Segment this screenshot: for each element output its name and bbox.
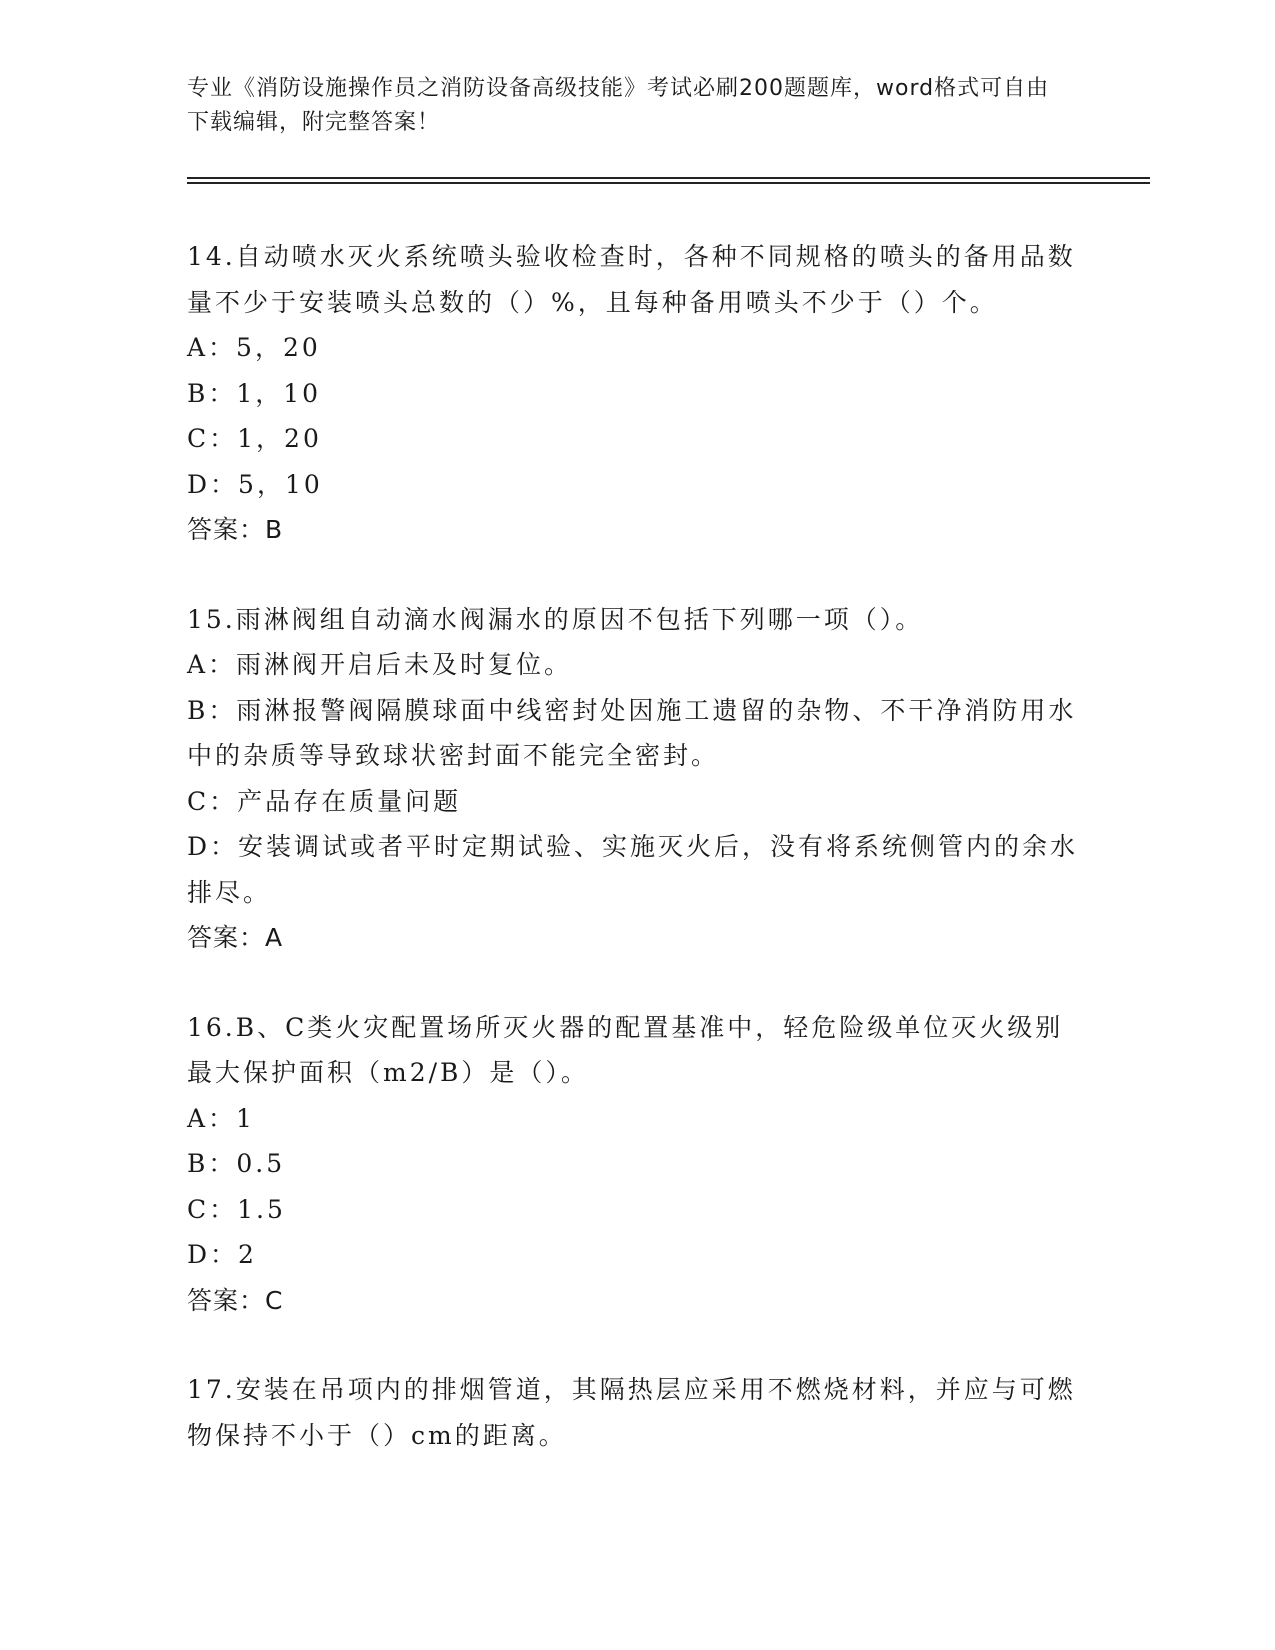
- question-16: [187, 1005, 1087, 1324]
- option-b: B：1，10: [187, 378, 322, 408]
- answer: 答案：C: [187, 1285, 284, 1315]
- option-d: D：2: [187, 1240, 257, 1269]
- question-14: [187, 234, 1087, 553]
- question-17: [187, 1367, 1087, 1458]
- option-b: B：雨淋报警阀隔膜球面中线密封处因施工遗留的杂物、不干净消防用水中的杂质等导致球状密封面不能完全密封。: [187, 695, 1077, 770]
- header-divider-top: [187, 177, 1150, 179]
- option-c: C：1.5: [187, 1194, 286, 1224]
- option-c: C：1，20: [187, 424, 322, 453]
- option-d: D：安装调试或者平时定期试验、实施灭火后，没有将系统侧管内的余水排尽。: [187, 832, 1079, 907]
- question-15: [187, 597, 1087, 961]
- document-header: 专业《消防设施操作员之消防设备高级技能》考试必刷200题题库，word格式可自由下载编辑，附完整答案！: [187, 76, 1050, 135]
- answer: 答案：A: [187, 923, 284, 952]
- option-a: A：1: [187, 1103, 255, 1133]
- header-divider-bottom: [187, 182, 1150, 184]
- option-a: A：雨淋阀开启后未及时复位。: [187, 650, 573, 679]
- option-a: A：5，20: [187, 333, 321, 362]
- question-stem: 16.B、C类火灾配置场所灭火器的配置基准中，轻危险级单位灭火级别最大保护面积（m2/B）是（）。: [187, 1012, 1064, 1087]
- question-list: [187, 234, 1087, 1502]
- question-stem: 14.自动喷水灭火系统喷头验收检查时，各种不同规格的喷头的备用品数量不少于安装喷头总数的（）%，且每种备用喷头不少于（）个。: [187, 242, 1076, 317]
- answer: 答案：B: [187, 515, 284, 544]
- option-c: C：产品存在质量问题: [187, 786, 462, 816]
- option-d: D：5，10: [187, 469, 323, 499]
- question-stem: 15.雨淋阀组自动滴水阀漏水的原因不包括下列哪一项（）。: [187, 604, 924, 634]
- option-b: B：0.5: [187, 1149, 286, 1178]
- question-stem: 17.安装在吊项内的排烟管道，其隔热层应采用不燃烧材料，并应与可燃物保持不小于（）cm的距离。: [187, 1375, 1076, 1450]
